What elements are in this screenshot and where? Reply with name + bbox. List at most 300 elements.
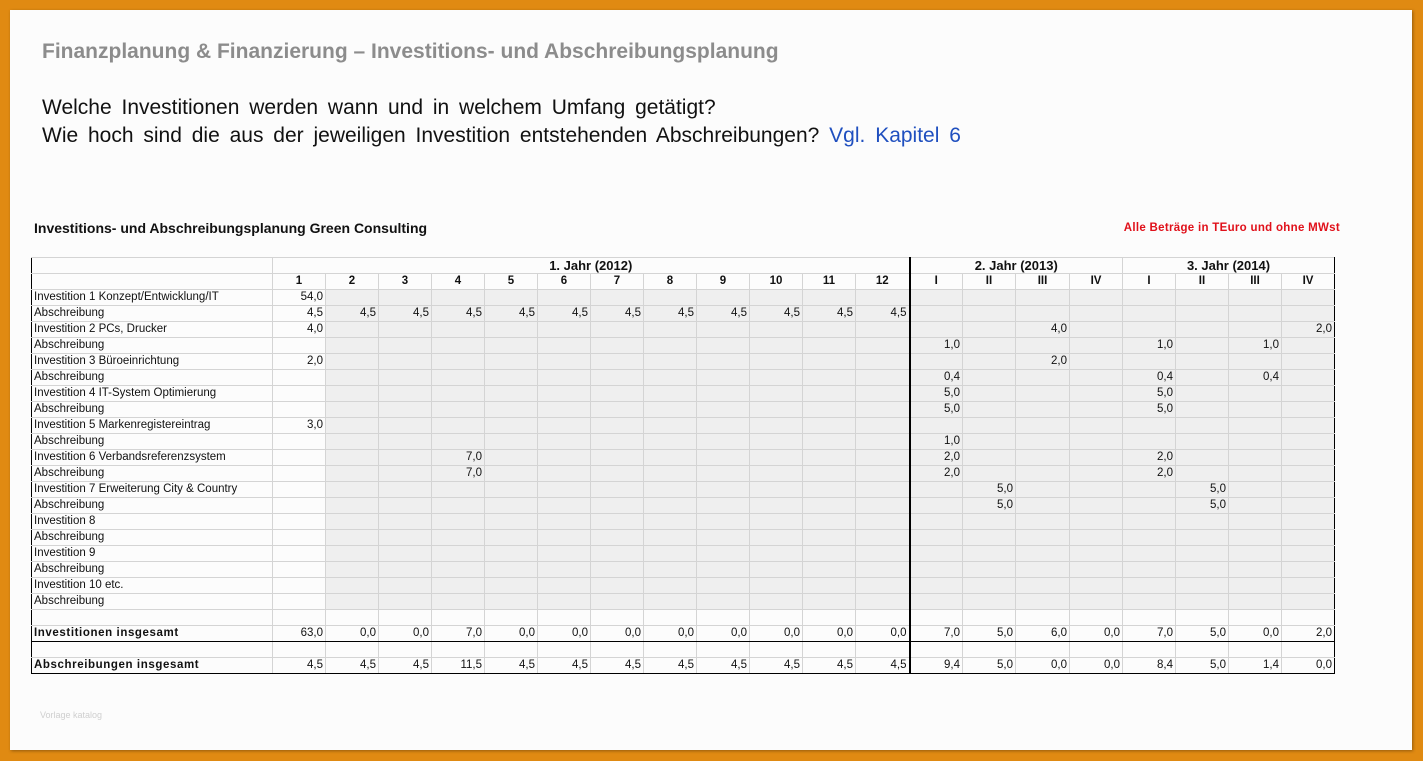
table-row bbox=[32, 322, 1335, 338]
value-cell bbox=[1176, 354, 1229, 370]
value-cell bbox=[963, 402, 1016, 418]
total-value: 4,5 bbox=[591, 658, 644, 674]
value-cell bbox=[697, 338, 750, 354]
spacer-cell bbox=[1070, 642, 1123, 658]
spacer-cell bbox=[538, 642, 591, 658]
spacer-cell bbox=[591, 642, 644, 658]
spacer-cell bbox=[379, 610, 432, 626]
value-cell bbox=[750, 562, 803, 578]
value-cell bbox=[326, 338, 379, 354]
value-cell bbox=[1282, 562, 1335, 578]
value-cell bbox=[856, 498, 910, 514]
total-value: 0,0 bbox=[485, 626, 538, 642]
value-cell bbox=[379, 418, 432, 434]
value-cell bbox=[538, 530, 591, 546]
value-cell bbox=[750, 354, 803, 370]
spacer-cell bbox=[644, 610, 697, 626]
value-cell bbox=[1229, 434, 1282, 450]
value-cell bbox=[485, 482, 538, 498]
spacer-cell bbox=[750, 642, 803, 658]
row-label: Abschreibung bbox=[32, 306, 273, 322]
value-cell bbox=[1282, 434, 1335, 450]
total-value: 4,5 bbox=[326, 658, 379, 674]
value-cell bbox=[750, 370, 803, 386]
value-cell bbox=[750, 434, 803, 450]
value-cell bbox=[591, 322, 644, 338]
spacer-cell bbox=[1229, 642, 1282, 658]
total-value: 4,5 bbox=[750, 658, 803, 674]
value-cell bbox=[326, 434, 379, 450]
value-cell bbox=[644, 578, 697, 594]
value-cell bbox=[379, 370, 432, 386]
column-header: I bbox=[910, 274, 963, 290]
value-cell bbox=[1229, 594, 1282, 610]
value-cell: 4,5 bbox=[379, 306, 432, 322]
column-header: IV bbox=[1070, 274, 1123, 290]
column-header: 7 bbox=[591, 274, 644, 290]
value-cell bbox=[856, 578, 910, 594]
value-cell: 4,5 bbox=[750, 306, 803, 322]
value-cell bbox=[485, 530, 538, 546]
table-row bbox=[32, 386, 1335, 402]
column-header-empty bbox=[32, 274, 273, 290]
value-cell bbox=[485, 434, 538, 450]
row-label: Abschreibung bbox=[32, 402, 273, 418]
value-cell bbox=[485, 546, 538, 562]
table-row bbox=[32, 498, 1335, 514]
value-cell bbox=[379, 562, 432, 578]
value-cell: 5,0 bbox=[1123, 402, 1176, 418]
value-cell bbox=[379, 546, 432, 562]
column-header: 4 bbox=[432, 274, 485, 290]
column-header: 12 bbox=[856, 274, 910, 290]
value-cell bbox=[1229, 386, 1282, 402]
value-cell bbox=[273, 594, 326, 610]
year-header: 3. Jahr (2014) bbox=[1123, 258, 1335, 274]
value-cell bbox=[1016, 562, 1070, 578]
value-cell bbox=[432, 546, 485, 562]
value-cell: 4,5 bbox=[856, 306, 910, 322]
value-cell bbox=[591, 482, 644, 498]
spacer-cell bbox=[591, 610, 644, 626]
row-label: Investition 4 IT-System Optimierung bbox=[32, 386, 273, 402]
value-cell bbox=[379, 482, 432, 498]
total-value: 4,5 bbox=[485, 658, 538, 674]
value-cell bbox=[803, 434, 856, 450]
value-cell bbox=[856, 386, 910, 402]
row-label: Investition 1 Konzept/Entwicklung/IT bbox=[32, 290, 273, 306]
value-cell bbox=[644, 290, 697, 306]
value-cell: 2,0 bbox=[1016, 354, 1070, 370]
value-cell bbox=[1016, 514, 1070, 530]
value-cell bbox=[273, 386, 326, 402]
value-cell bbox=[591, 466, 644, 482]
value-cell bbox=[697, 562, 750, 578]
value-cell bbox=[1016, 578, 1070, 594]
value-cell: 2,0 bbox=[1123, 450, 1176, 466]
value-cell bbox=[803, 418, 856, 434]
value-cell bbox=[326, 370, 379, 386]
chapter-reference: Vgl. Kapitel 6 bbox=[829, 124, 961, 147]
total-value: 7,0 bbox=[1123, 626, 1176, 642]
value-cell bbox=[1282, 594, 1335, 610]
value-cell bbox=[750, 290, 803, 306]
total-value: 0,0 bbox=[1229, 626, 1282, 642]
column-header: III bbox=[1229, 274, 1282, 290]
value-cell bbox=[538, 386, 591, 402]
value-cell bbox=[1282, 498, 1335, 514]
value-cell bbox=[432, 418, 485, 434]
value-cell bbox=[910, 306, 963, 322]
value-cell bbox=[1070, 386, 1123, 402]
value-cell: 5,0 bbox=[910, 402, 963, 418]
value-cell bbox=[803, 466, 856, 482]
value-cell bbox=[1282, 514, 1335, 530]
value-cell bbox=[697, 514, 750, 530]
value-cell bbox=[910, 562, 963, 578]
value-cell bbox=[1282, 402, 1335, 418]
value-cell bbox=[326, 530, 379, 546]
column-header: 1 bbox=[273, 274, 326, 290]
value-cell: 54,0 bbox=[273, 290, 326, 306]
value-cell bbox=[1070, 322, 1123, 338]
value-cell bbox=[910, 514, 963, 530]
value-cell: 5,0 bbox=[963, 498, 1016, 514]
table-title: Investitions- und Abschreibungsplanung Green Consulting bbox=[34, 220, 428, 236]
value-cell bbox=[326, 578, 379, 594]
value-cell bbox=[803, 530, 856, 546]
value-cell: 2,0 bbox=[1282, 322, 1335, 338]
value-cell bbox=[485, 466, 538, 482]
value-cell bbox=[273, 450, 326, 466]
value-cell bbox=[1229, 290, 1282, 306]
value-cell bbox=[432, 290, 485, 306]
value-cell bbox=[1282, 290, 1335, 306]
value-cell bbox=[1229, 514, 1282, 530]
value-cell bbox=[432, 498, 485, 514]
column-header: IV bbox=[1282, 274, 1335, 290]
value-cell bbox=[379, 530, 432, 546]
value-cell bbox=[750, 338, 803, 354]
value-cell: 7,0 bbox=[432, 466, 485, 482]
value-cell bbox=[750, 514, 803, 530]
value-cell bbox=[591, 530, 644, 546]
value-cell bbox=[379, 466, 432, 482]
value-cell bbox=[1282, 354, 1335, 370]
spacer-row bbox=[32, 610, 1335, 626]
spacer-cell bbox=[963, 642, 1016, 658]
year-header-row bbox=[32, 258, 1335, 274]
value-cell bbox=[1176, 594, 1229, 610]
total-value: 4,5 bbox=[856, 658, 910, 674]
value-cell bbox=[697, 434, 750, 450]
value-cell bbox=[750, 594, 803, 610]
value-cell bbox=[750, 546, 803, 562]
total-value: 6,0 bbox=[1016, 626, 1070, 642]
value-cell bbox=[803, 546, 856, 562]
total-value: 5,0 bbox=[1176, 626, 1229, 642]
value-cell bbox=[1229, 466, 1282, 482]
value-cell bbox=[1282, 418, 1335, 434]
total-value: 0,0 bbox=[1016, 658, 1070, 674]
total-label: Investitionen insgesamt bbox=[32, 626, 273, 642]
value-cell bbox=[1229, 530, 1282, 546]
value-cell bbox=[379, 450, 432, 466]
value-cell bbox=[1016, 402, 1070, 418]
value-cell bbox=[803, 498, 856, 514]
column-header: 11 bbox=[803, 274, 856, 290]
value-cell: 0,4 bbox=[1123, 370, 1176, 386]
value-cell bbox=[538, 562, 591, 578]
value-cell bbox=[538, 546, 591, 562]
column-header: 3 bbox=[379, 274, 432, 290]
value-cell bbox=[963, 354, 1016, 370]
value-cell bbox=[1016, 370, 1070, 386]
value-cell bbox=[1282, 450, 1335, 466]
value-cell bbox=[644, 530, 697, 546]
value-cell bbox=[750, 498, 803, 514]
value-cell bbox=[538, 466, 591, 482]
value-cell bbox=[910, 322, 963, 338]
value-cell bbox=[1176, 402, 1229, 418]
value-cell bbox=[1123, 482, 1176, 498]
value-cell bbox=[591, 370, 644, 386]
table-row bbox=[32, 482, 1335, 498]
value-cell bbox=[750, 322, 803, 338]
value-cell bbox=[538, 418, 591, 434]
value-cell bbox=[803, 386, 856, 402]
value-cell bbox=[803, 450, 856, 466]
row-label: Abschreibung bbox=[32, 594, 273, 610]
value-cell bbox=[591, 562, 644, 578]
spacer-cell bbox=[803, 642, 856, 658]
value-cell bbox=[485, 290, 538, 306]
value-cell bbox=[910, 418, 963, 434]
total-value: 0,0 bbox=[1070, 626, 1123, 642]
total-value: 4,5 bbox=[379, 658, 432, 674]
spacer-cell bbox=[856, 642, 910, 658]
total-label: Abschreibungen insgesamt bbox=[32, 658, 273, 674]
total-value: 4,5 bbox=[803, 658, 856, 674]
value-cell bbox=[379, 594, 432, 610]
value-cell bbox=[803, 482, 856, 498]
value-cell bbox=[485, 386, 538, 402]
table-row bbox=[32, 290, 1335, 306]
value-cell bbox=[432, 354, 485, 370]
value-cell bbox=[1282, 578, 1335, 594]
value-cell: 4,5 bbox=[538, 306, 591, 322]
value-cell: 2,0 bbox=[910, 466, 963, 482]
value-cell bbox=[1176, 322, 1229, 338]
value-cell bbox=[1282, 338, 1335, 354]
total-value: 5,0 bbox=[1176, 658, 1229, 674]
total-value: 7,0 bbox=[432, 626, 485, 642]
column-header: I bbox=[1123, 274, 1176, 290]
row-label: Investition 7 Erweiterung City & Country bbox=[32, 482, 273, 498]
value-cell bbox=[1070, 306, 1123, 322]
value-cell: 2,0 bbox=[273, 354, 326, 370]
value-cell bbox=[326, 402, 379, 418]
value-cell bbox=[1229, 402, 1282, 418]
value-cell bbox=[1070, 546, 1123, 562]
value-cell bbox=[697, 370, 750, 386]
value-cell bbox=[697, 498, 750, 514]
column-header: II bbox=[1176, 274, 1229, 290]
value-cell bbox=[326, 386, 379, 402]
value-cell bbox=[856, 466, 910, 482]
value-cell bbox=[963, 450, 1016, 466]
value-cell bbox=[273, 514, 326, 530]
value-cell: 5,0 bbox=[1176, 498, 1229, 514]
value-cell bbox=[273, 466, 326, 482]
column-header: 10 bbox=[750, 274, 803, 290]
value-cell bbox=[1176, 530, 1229, 546]
value-cell bbox=[644, 562, 697, 578]
value-cell: 4,5 bbox=[326, 306, 379, 322]
value-cell bbox=[1070, 402, 1123, 418]
total-value: 11,5 bbox=[432, 658, 485, 674]
total-value: 9,4 bbox=[910, 658, 963, 674]
value-cell: 1,0 bbox=[910, 338, 963, 354]
value-cell bbox=[538, 370, 591, 386]
value-cell bbox=[1229, 482, 1282, 498]
value-cell bbox=[1229, 450, 1282, 466]
value-cell bbox=[856, 546, 910, 562]
spacer-cell bbox=[1070, 610, 1123, 626]
spacer-cell bbox=[1016, 642, 1070, 658]
value-cell bbox=[538, 354, 591, 370]
value-cell bbox=[591, 386, 644, 402]
value-cell bbox=[432, 594, 485, 610]
value-cell: 4,5 bbox=[273, 306, 326, 322]
value-cell bbox=[1070, 370, 1123, 386]
value-cell bbox=[644, 482, 697, 498]
value-cell bbox=[379, 402, 432, 418]
value-cell bbox=[591, 514, 644, 530]
value-cell bbox=[1229, 546, 1282, 562]
value-cell: 4,5 bbox=[644, 306, 697, 322]
value-cell bbox=[485, 354, 538, 370]
value-cell bbox=[1282, 306, 1335, 322]
value-cell: 4,0 bbox=[1016, 322, 1070, 338]
value-cell bbox=[326, 466, 379, 482]
total-value: 0,0 bbox=[856, 626, 910, 642]
value-cell bbox=[538, 402, 591, 418]
value-cell: 5,0 bbox=[1176, 482, 1229, 498]
value-cell bbox=[856, 418, 910, 434]
total-depreciation-row bbox=[32, 658, 1335, 674]
value-cell: 5,0 bbox=[963, 482, 1016, 498]
value-cell bbox=[697, 530, 750, 546]
value-cell bbox=[750, 482, 803, 498]
column-header-row bbox=[32, 274, 1335, 290]
spacer-row bbox=[32, 642, 1335, 658]
value-cell bbox=[910, 482, 963, 498]
value-cell bbox=[1016, 466, 1070, 482]
value-cell bbox=[273, 338, 326, 354]
table-row bbox=[32, 370, 1335, 386]
value-cell bbox=[273, 562, 326, 578]
value-cell bbox=[1229, 306, 1282, 322]
value-cell bbox=[1282, 386, 1335, 402]
value-cell bbox=[591, 290, 644, 306]
row-label: Investition 5 Markenregistereintrag bbox=[32, 418, 273, 434]
value-cell bbox=[273, 482, 326, 498]
value-cell bbox=[432, 402, 485, 418]
total-value: 0,0 bbox=[750, 626, 803, 642]
value-cell bbox=[697, 402, 750, 418]
table-row bbox=[32, 338, 1335, 354]
total-value: 1,4 bbox=[1229, 658, 1282, 674]
value-cell bbox=[1282, 466, 1335, 482]
spacer-cell bbox=[485, 642, 538, 658]
value-cell bbox=[644, 354, 697, 370]
row-label: Investition 9 bbox=[32, 546, 273, 562]
value-cell bbox=[591, 418, 644, 434]
table-row bbox=[32, 434, 1335, 450]
value-cell bbox=[644, 466, 697, 482]
value-cell bbox=[1016, 482, 1070, 498]
value-cell bbox=[1282, 530, 1335, 546]
value-cell bbox=[1070, 290, 1123, 306]
value-cell bbox=[963, 578, 1016, 594]
question-investments: Welche Investitionen werden wann und in welchem Umfang getätigt? bbox=[42, 96, 716, 119]
value-cell bbox=[326, 354, 379, 370]
value-cell bbox=[963, 338, 1016, 354]
value-cell bbox=[1123, 354, 1176, 370]
value-cell bbox=[963, 370, 1016, 386]
column-header: 8 bbox=[644, 274, 697, 290]
total-value: 63,0 bbox=[273, 626, 326, 642]
value-cell bbox=[963, 386, 1016, 402]
year-header: 2. Jahr (2013) bbox=[910, 258, 1123, 274]
value-cell bbox=[697, 322, 750, 338]
value-cell bbox=[856, 514, 910, 530]
value-cell bbox=[485, 338, 538, 354]
row-label: Investition 10 etc. bbox=[32, 578, 273, 594]
value-cell: 0,4 bbox=[1229, 370, 1282, 386]
value-cell bbox=[963, 322, 1016, 338]
row-label: Investition 2 PCs, Drucker bbox=[32, 322, 273, 338]
total-value: 0,0 bbox=[538, 626, 591, 642]
value-cell bbox=[538, 450, 591, 466]
spacer-cell bbox=[1123, 610, 1176, 626]
row-label: Abschreibung bbox=[32, 562, 273, 578]
value-cell bbox=[803, 354, 856, 370]
value-cell bbox=[1123, 306, 1176, 322]
value-cell bbox=[1070, 514, 1123, 530]
value-cell bbox=[644, 386, 697, 402]
value-cell bbox=[1016, 418, 1070, 434]
value-cell bbox=[910, 530, 963, 546]
total-value: 0,0 bbox=[1070, 658, 1123, 674]
value-cell bbox=[1016, 434, 1070, 450]
value-cell bbox=[538, 290, 591, 306]
spacer-cell bbox=[326, 610, 379, 626]
table-row bbox=[32, 418, 1335, 434]
value-cell bbox=[1070, 482, 1123, 498]
slide-heading: Finanzplanung & Finanzierung – Investitions- und Abschreibungsplanung bbox=[42, 40, 779, 63]
value-cell bbox=[379, 386, 432, 402]
value-cell: 3,0 bbox=[273, 418, 326, 434]
value-cell bbox=[644, 402, 697, 418]
value-cell bbox=[697, 290, 750, 306]
value-cell bbox=[485, 402, 538, 418]
value-cell bbox=[750, 418, 803, 434]
value-cell bbox=[432, 338, 485, 354]
value-cell bbox=[963, 514, 1016, 530]
value-cell bbox=[1123, 434, 1176, 450]
